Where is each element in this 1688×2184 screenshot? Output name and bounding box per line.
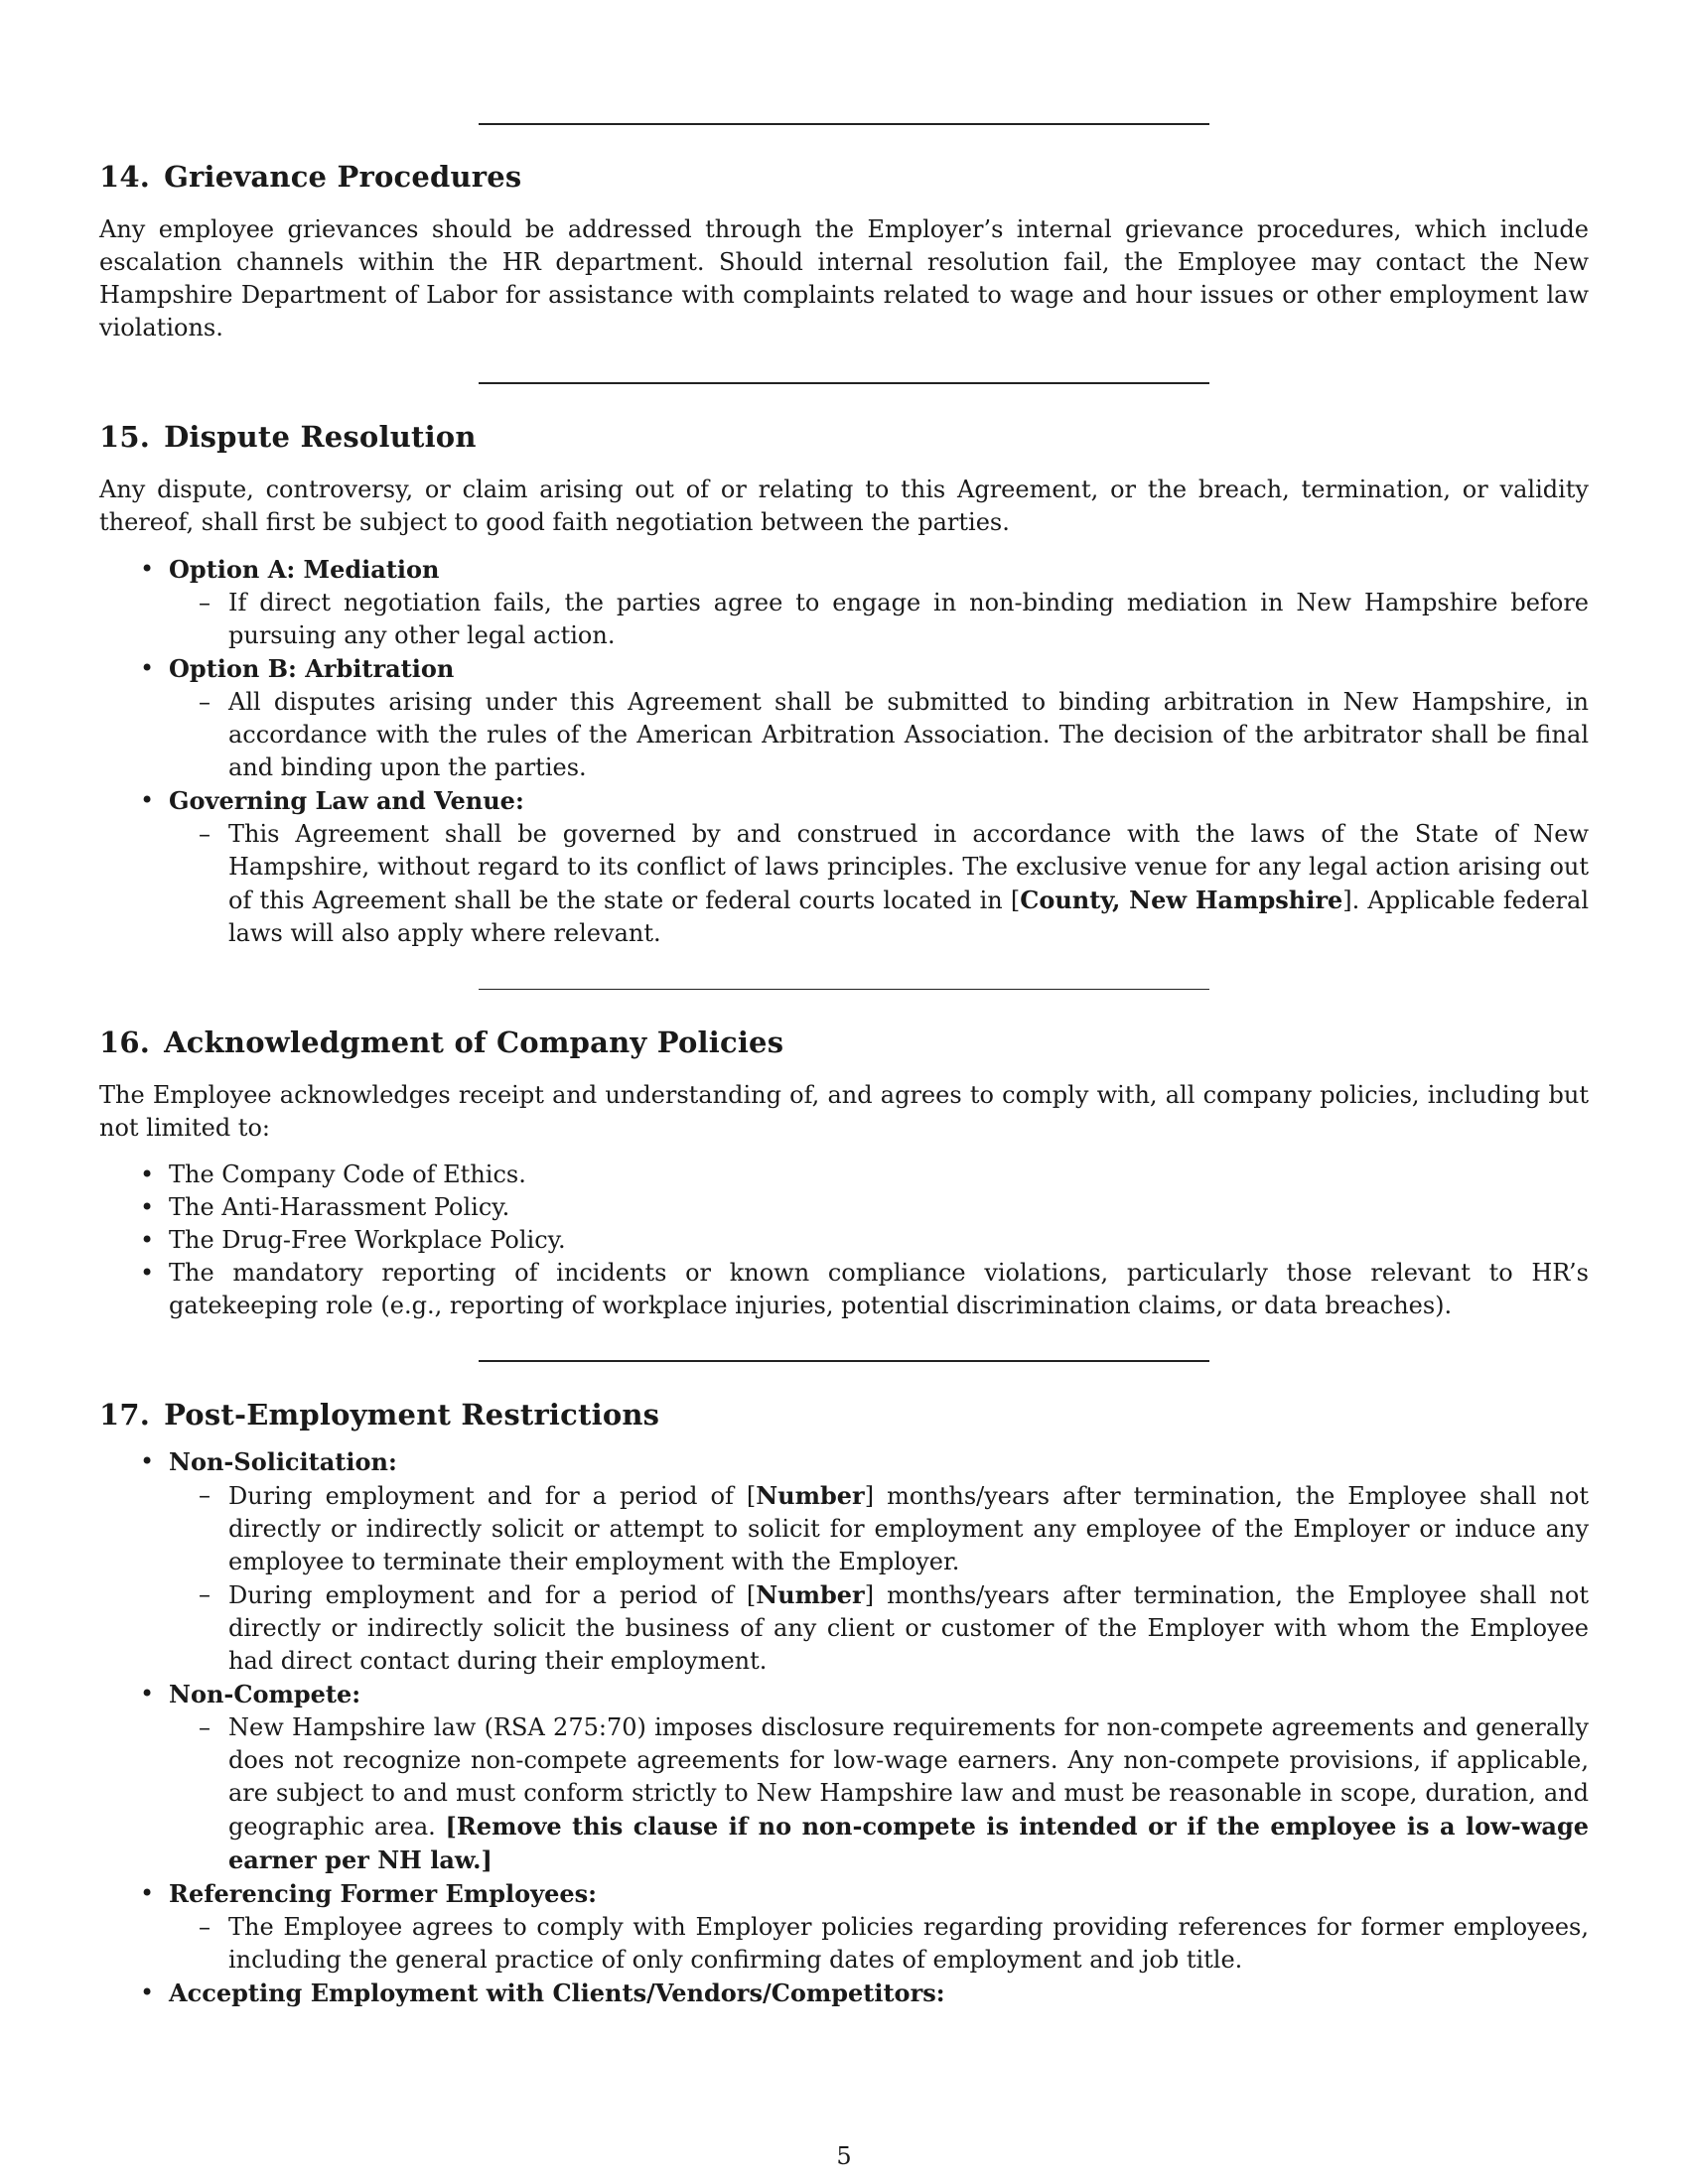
option-a-label: Option A: Mediation — [169, 555, 440, 584]
list-item: • The Company Code of Ethics. — [99, 1159, 1589, 1191]
page-content — [99, 123, 1589, 2010]
sub-list-item — [169, 1479, 1589, 1578]
sub-list-item — [169, 1578, 1589, 1678]
page-number: 5 — [836, 2142, 852, 2170]
non-compete-label: Non-Compete: — [169, 1680, 361, 1708]
sub-list-item — [169, 1711, 1589, 1877]
list-item — [99, 1678, 1589, 1877]
placeholder-number: Number — [756, 1580, 865, 1609]
section-title: Grievance Procedures — [164, 160, 522, 194]
section-15-heading — [99, 420, 1589, 454]
list-item — [99, 1445, 1589, 1678]
restrictions-list — [99, 1445, 1589, 2010]
section-divider — [479, 989, 1209, 990]
list-item: • The Drug-Free Workplace Policy. — [99, 1224, 1589, 1257]
section-divider — [479, 1360, 1209, 1362]
text-run: This Agreement shall be governed by and construed in accordance with the laws of the State of New Hampshire, without regard to its conflict of laws principles. The exclusive venue for any legal action arising out of this Agreement shall be the state or federal courts located in [ — [228, 820, 1589, 914]
sub-list — [169, 818, 1589, 950]
list-item — [99, 1977, 1589, 2010]
references-label: Referencing Former Employees: — [169, 1879, 597, 1908]
section-15-body: Any dispute, controversy, or claim arising out of or relating to this Agreement, or the breach, termination, or validity thereof, shall first be subject to good faith negotiation between the parties. — [99, 476, 1589, 536]
section-number: 14. — [99, 160, 151, 194]
section-17-heading — [99, 1398, 1589, 1432]
list-item — [99, 1877, 1589, 1977]
section-14-heading — [99, 160, 1589, 194]
section-14-body: Any employee grievances should be addressed through the Employer’s internal grievance procedures, which include escalation channels within the HR department. Should internal resolution fail, the Employee may contact the New Hampshire Department of Labor for assistance with complaints related to wage and hour issues or other employment law violations. — [99, 215, 1589, 341]
sub-list — [169, 686, 1589, 784]
list-item: • The mandatory reporting of incidents or known compliance violations, particularly those relevant to HR’s gatekeeping role (e.g., reporting of workplace injuries, potential discrimination claims, or data breaches). — [99, 1257, 1589, 1322]
sub-list — [169, 1479, 1589, 1678]
sub-list-item: – If direct negotiation fails, the parties agree to engage in non-binding mediation in New Hampshire before pursuing any other legal action. — [169, 587, 1589, 652]
section-number: 17. — [99, 1398, 151, 1432]
sub-list-item — [169, 818, 1589, 950]
sub-list — [169, 1911, 1589, 1977]
sub-list-item: – All disputes arising under this Agreement shall be submitted to binding arbitration in New Hampshire, in accordance with the rules of the American Arbitration Association. The decision of the arbitrator shall be final and binding upon the parties. — [169, 686, 1589, 784]
text-run: During employment and for a period of [ — [228, 1581, 757, 1609]
list-item — [99, 652, 1589, 784]
policies-list — [99, 1159, 1589, 1322]
text-run: ]. Applicable federal laws will also apply where relevant. — [228, 887, 1589, 947]
section-number: 15. — [99, 420, 151, 454]
placeholder-number: Number — [756, 1481, 865, 1510]
sub-list-item: – The Employee agrees to comply with Employer policies regarding providing references for former employees, including the general practice of only confirming dates of employment and job title. — [169, 1911, 1589, 1977]
option-b-label: Option B: Arbitration — [169, 654, 455, 683]
text-run: ] months/years after termination, the Employee shall not directly or indirectly solicit the business of any client or customer of the Employer with whom the Employee had direct contact during their employment. — [228, 1581, 1590, 1675]
section-title: Post-Employment Restrictions — [164, 1398, 660, 1432]
accepting-employment-label: Accepting Employment with Clients/Vendors/Competitors: — [169, 1979, 945, 2007]
section-title: Acknowledgment of Company Policies — [164, 1025, 784, 1059]
list-item: • The Anti-Harassment Policy. — [99, 1191, 1589, 1224]
governing-law-label: Governing Law and Venue: — [169, 786, 524, 815]
text-run: New Hampshire law (RSA 275:70) imposes disclosure requirements for non-compete agreements and generally does not recognize non-compete agreements for low-wage earners. Any non-compete provisions, if applicable, are subject to and must conform strictly to New Hampshire law and must be reasonable in scope, duration, and geographic area. — [228, 1713, 1589, 1841]
section-16-body: The Employee acknowledges receipt and understanding of, and agrees to comply with, all company policies, including but not limited to: — [99, 1081, 1589, 1142]
section-number: 16. — [99, 1025, 151, 1059]
placeholder-county: County, New Hampshire — [1020, 886, 1343, 914]
text-run: During employment and for a period of [ — [228, 1482, 757, 1510]
list-item — [99, 784, 1589, 950]
instruction-note: [Remove this clause if no non-compete is intended or if the employee is a low-wage earner per NH law.] — [228, 1812, 1590, 1874]
section-title: Dispute Resolution — [164, 420, 477, 454]
dispute-options-list — [99, 553, 1589, 950]
non-solicitation-label: Non-Solicitation: — [169, 1447, 397, 1476]
section-divider — [479, 382, 1209, 384]
list-item — [99, 553, 1589, 652]
section-divider — [479, 123, 1209, 125]
text-run: ] months/years after termination, the Employee shall not directly or indirectly solicit or attempt to solicit for employment any employee of the Employer or induce any employee to terminate their employment with the Employer. — [228, 1482, 1590, 1575]
sub-list — [169, 1711, 1589, 1877]
section-16-heading — [99, 1025, 1589, 1059]
sub-list — [169, 587, 1589, 652]
